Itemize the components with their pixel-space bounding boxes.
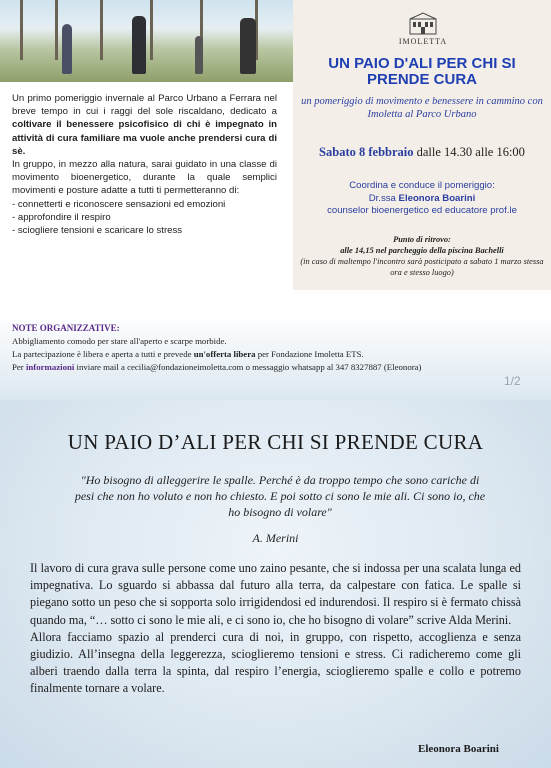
event-date [298,145,546,160]
meeting-point-label: Punto di ritrovo: [393,235,451,244]
intro-text-bold: coltivare il benessere psicofisico di chi è impegnato in attività di cura familiare ma vuole anche prendersi cura di sè. [12,119,277,157]
building-icon [406,12,440,36]
event-date-time: dalle 14.30 alle 16:00 [413,145,525,159]
flyer-second-page [0,400,551,768]
quote: "Ho bisogno di alleggerire le spalle. Perché è da troppo tempo che sono cariche di pesi che non ho voluto e non ho chiesto. E poi sotto ci sono le mie ali. Ci sono io, che ho bisogno di volare" [74,473,486,519]
signature: Eleonora Boarini [418,743,499,755]
meeting-point-note: (in caso di maltempo l'incontro sarà posticipato a sabato 1 marzo stessa ora e stesso luogo) [300,257,544,277]
event-subtitle: un pomeriggio di movimento e benessere in cammino con Imoletta al Parco Urbano [301,96,543,120]
coordinator-info [301,180,543,218]
page-number: 1/2 [504,374,521,388]
flyer-top-section [0,0,551,290]
group-text: In gruppo, in mezzo alla natura, sarai guidato in una classe di movimento bioenergetico, durante la quale semplici movimenti e posture adatte a tutti ti permetteranno di: [12,159,277,197]
meeting-point [299,234,545,278]
body-text [30,560,521,698]
info-prefix: Per [12,362,26,372]
coordinator-title: Dr.ssa [368,192,399,204]
list-item: - connetterti e riconoscere sensazioni ed emozioni [12,198,226,210]
coordinator-name: Eleonora Boarini [398,192,476,204]
event-date-day: Sabato 8 febbraio [319,145,414,159]
coordinator-name-line [301,193,543,206]
organizational-notes [0,314,551,400]
body-paragraph: Allora facciamo spazio al prenderci cura di noi, in gruppo, con rispetto, accoglienza e senza giudizio. All’insegna della leggerezza, scioglieremo tensioni e stress. Ci radicheremo come gli alberi traendo dalla terra la spinta, dal respiro l’energia, scioglieremo spalle e collo e potremo finalmente tornare a volare. [30,629,521,696]
coordinator-label: Coordina e conduce il pomeriggio: [349,180,495,191]
list-item: - approfondire il respiro [12,211,111,223]
notes-title: NOTE ORGANIZZATIVE: [12,323,120,333]
benefit-list [12,198,277,238]
park-photo [0,0,293,82]
event-title: UN PAIO D'ALI PER CHI SI PRENDE CURA [328,55,516,88]
logo-text: IMOLETTA [398,37,448,46]
participation-text-end: per Fondazione Imoletta ETS. [255,349,364,359]
meeting-point-place: alle 14,15 nel parcheggio della piscina Bachelli [340,246,504,255]
list-item: - sciogliere tensioni e scaricare lo stress [12,225,183,237]
info-label: informazioni [25,362,75,372]
notes-line-info [12,361,542,374]
notes-line-clothing: Abbigliamento comodo per stare all'aperto e scarpe morbide. [12,336,227,346]
body-paragraph: Il lavoro di cura grava sulle persone come uno zaino pesante, che si indossa per una scalata lunga ed impegnativa. Lo sguardo si abbassa dal futuro alla terra, da calpestare con fatica. Le spalle si piegano sotto un peso che si sopporta solo irrigidendosi ed indurendosi. Il respiro si è fermato chissà quando ma, “… sotto ci sono le mie ali, e ci sono io, che ho bisogno di volare” scrive Alda Merini. [30,561,521,627]
free-offer: un'offerta libera [193,349,256,359]
notes-line-participation [12,348,542,361]
page-title: UN PAIO D’ALI PER CHI SI PRENDE CURA [67,430,484,454]
coordinator-role: counselor bioenergetico ed educatore prof.le [327,205,517,216]
intro-text-1: Un primo pomeriggio invernale al Parco Urbano a Ferrara nel breve tempo in cui i raggi del sole riscaldano, dedicato a [12,93,277,118]
event-info-panel [293,0,551,290]
participation-text: La partecipazione è libera e aperta a tutti e prevede [12,349,194,359]
info-contact: inviare mail a cecilia@fondazioneimoletta.com o messaggio whatsapp al 347 8327887 (Eleonora) [74,362,422,372]
notes-body [12,322,542,374]
intro-text [12,92,277,237]
quote-author: A. Merini [252,531,299,545]
